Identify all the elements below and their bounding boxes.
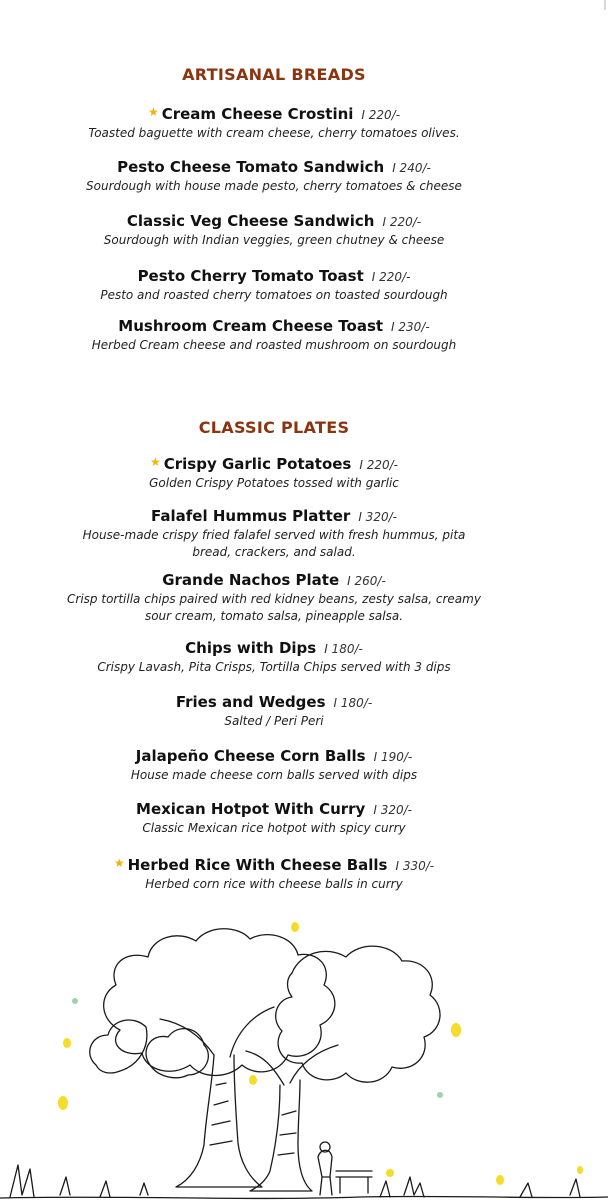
item-name: Fries and Wedges [175,693,326,711]
star-icon: ★ [147,105,159,119]
item-price: I 240/- [392,161,431,175]
menu-item-grande-nachos-plate [0,570,548,625]
item-price: I 320/- [358,510,397,524]
menu-item-pesto-cheese-tomato-sandwich [0,157,548,195]
menu-item-mushroom-cream-cheese-toast [0,316,548,354]
page-edge-mark [604,0,606,10]
item-price: I 180/- [333,696,373,710]
menu-item-pesto-cherry-tomato-toast [0,266,548,304]
item-price: I 180/- [324,642,363,656]
item-description: Crisp tortilla chips paired with red kidney beans, zesty salsa, creamy sour cream, tomato salsa, pineapple salsa. [67,592,481,623]
item-name: Grande Nachos Plate [162,571,340,589]
item-description: House made cheese corn balls served with dips [130,768,418,782]
star-icon: ★ [113,856,125,870]
item-name: Cream Cheese Crostini [161,105,354,123]
item-price: I 220/- [371,270,411,284]
item-price: I 320/- [373,803,412,817]
item-price: I 190/- [373,750,413,764]
menu-item-mexican-hotpot-with-curry [0,799,548,837]
item-price: I 230/- [391,320,430,334]
item-description: Salted / Peri Peri [224,714,324,728]
item-name: Mexican Hotpot With Curry [136,800,366,818]
item-name: Mushroom Cream Cheese Toast [118,317,384,335]
item-description: Classic Mexican rice hotpot with spicy curry [142,821,406,835]
section-title-artisanal-breads: ARTISANAL BREADS [182,65,366,84]
item-price: I 330/- [395,859,435,873]
item-name: Crispy Garlic Potatoes [163,455,352,473]
menu-item-crispy-garlic-potatoes [0,452,548,492]
item-name: Herbed Rice With Cheese Balls [127,856,388,874]
section-title-classic-plates: CLASSIC PLATES [198,418,350,437]
item-description: Toasted baguette with cream cheese, cherry tomatoes olives. [88,126,460,140]
item-description: Pesto and roasted cherry tomatoes on toasted sourdough [100,288,448,302]
item-description: Sourdough with house made pesto, cherry tomatoes & cheese [86,179,462,193]
menu-item-chips-with-dips [0,638,548,676]
tree-sketch-illustration [0,915,608,1200]
menu-item-fries-and-wedges [0,692,548,730]
menu-item-herbed-rice-with-cheese-balls [0,853,548,893]
item-name: Chips with Dips [185,639,317,657]
item-price: I 220/- [382,215,422,229]
item-name: Classic Veg Cheese Sandwich [126,212,375,230]
item-description: Herbed corn rice with cheese balls in curry [145,877,403,891]
item-price: I 220/- [359,458,399,472]
item-name: Pesto Cherry Tomato Toast [137,267,364,285]
star-icon: ★ [149,455,161,469]
item-name: Pesto Cheese Tomato Sandwich [117,158,385,176]
menu-item-cream-cheese-crostini [0,102,548,142]
item-description: Herbed Cream cheese and roasted mushroom on sourdough [91,338,457,352]
item-description: Crispy Lavash, Pita Crisps, Tortilla Chips served with 3 dips [97,660,451,674]
menu-item-jalapeno-cheese-corn-balls [0,746,548,784]
item-description: House-made crispy fried falafel served with fresh hummus, pita bread, crackers, and salad. [82,528,466,559]
item-name: Jalapeño Cheese Corn Balls [135,747,366,765]
item-description: Sourdough with Indian veggies, green chutney & cheese [103,233,445,247]
menu-item-falafel-hummus-platter [0,506,548,561]
item-price: I 260/- [347,574,386,588]
menu-item-classic-veg-cheese-sandwich [0,211,548,249]
item-name: Falafel Hummus Platter [151,507,351,525]
item-description: Golden Crispy Potatoes tossed with garlic [149,476,399,490]
item-price: I 220/- [361,108,401,122]
